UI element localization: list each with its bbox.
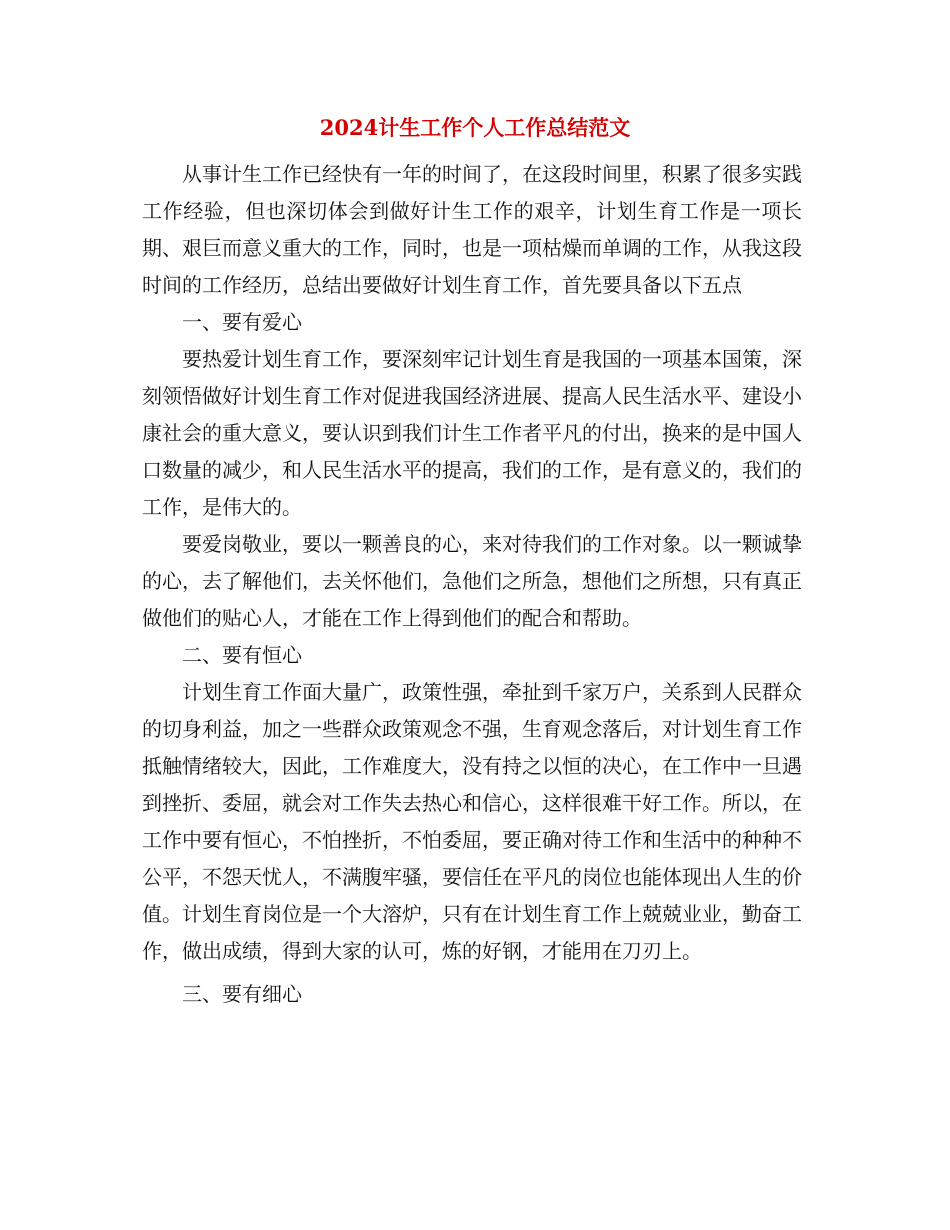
section-heading-3: 三、要有细心 <box>182 982 302 1006</box>
paragraph-love-2: 要爱岗敬业，要以一颗善良的心，来对待我们的工作对象。以一颗诚挚的心，去了解他们，去关怀他们，急他们之所急，想他们之所想，只有真正做他们的贴心人，才能在工作上得到他们的配合和帮助。 <box>142 532 802 630</box>
section-heading-2: 二、要有恒心 <box>182 643 302 667</box>
paragraph-love-1: 要热爱计划生育工作，要深刻牢记计划生育是我国的一项基本国策，深刻领悟做好计划生育工作对促进我国经济进展、提高人民生活水平、建设小康社会的重大意义，要认识到我们计生工作者平凡的付出，换来的是中国人口数量的减少，和人民生活水平的提高，我们的工作，是有意义的，我们的工作，是伟大的。 <box>142 347 802 519</box>
document-title: 2024计生工作个人工作总结范文 <box>319 115 631 140</box>
paragraph-intro: 从事计生工作已经快有一年的时间了，在这段时间里，积累了很多实践工作经验，但也深切体会到做好计生工作的艰辛，计划生育工作是一项长期、艰巨而意义重大的工作，同时，也是一项枯燥而单调的工作，从我这段时间的工作经历，总结出要做好计划生育工作，首先要具备以下五点 <box>142 162 802 297</box>
paragraph-perseverance: 计划生育工作面大量广，政策性强，牵扯到千家万户，关系到人民群众的切身利益，加之一些群众政策观念不强，生育观念落后，对计划生育工作抵触情绪较大，因此，工作难度大，没有持之以恒的决心，在工作中一旦遇到挫折、委屈，就会对工作失去热心和信心，这样很难干好工作。所以，在工作中要有恒心，不怕挫折，不怕委屈，要正确对待工作和生活中的种种不公平，不怨天忧人，不满腹牢骚，要信任在平凡的岗位也能体现出人生的价值。计划生育岗位是一个大溶炉，只有在计划生育工作上兢兢业业，勤奋工作，做出成绩，得到大家的认可，炼的好钢，才能用在刀刃上。 <box>142 680 802 963</box>
document-body <box>142 156 802 1013</box>
section-heading-1: 一、要有爱心 <box>182 310 302 334</box>
